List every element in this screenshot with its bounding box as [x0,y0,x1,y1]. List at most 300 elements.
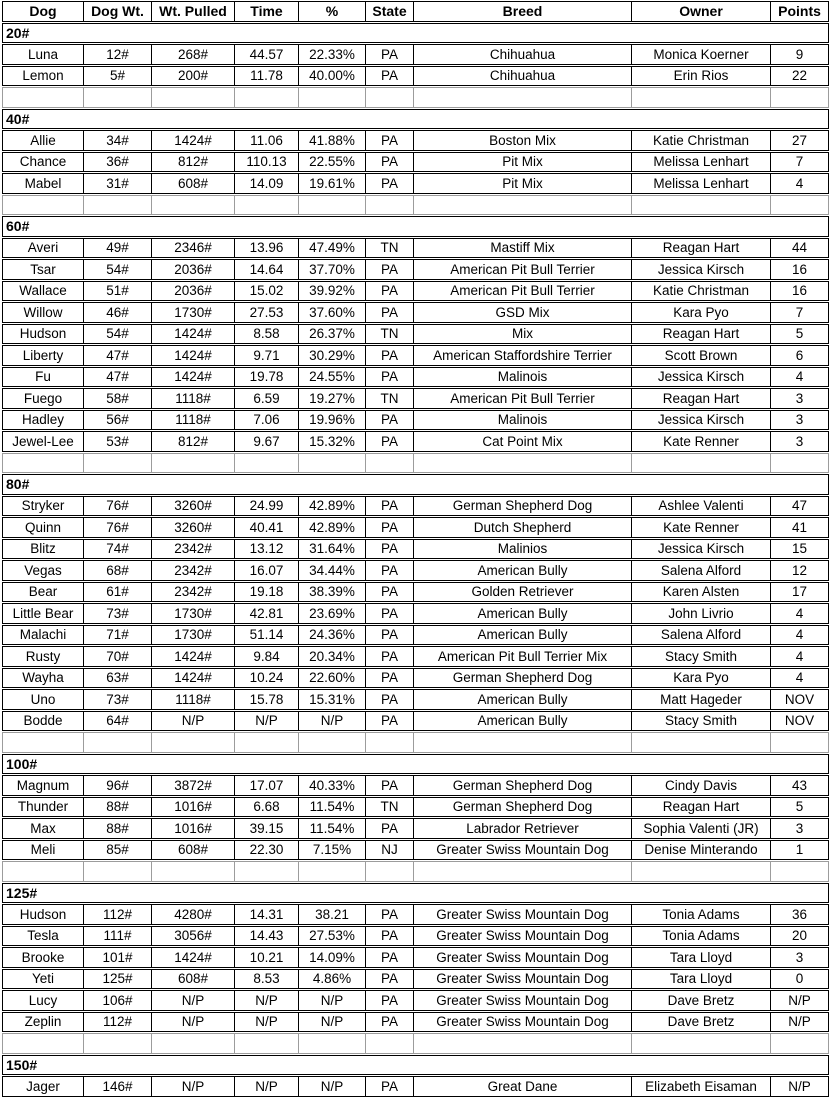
table-row [2,173,829,194]
weight-class-row [2,216,829,237]
cell-breed: American Pit Bull Terrier [413,260,631,279]
cell-wt-pulled: 608# [151,970,234,989]
cell-time: 13.12 [234,540,298,559]
cell-dog: Quinn [24,519,62,535]
cell-dog-wt: 112# [83,905,151,924]
cell-pct: 11.54% [298,819,365,838]
header-cell-owner: Owner [631,2,770,21]
table-row [2,539,829,560]
separator-cell [413,196,631,215]
cell-state: PA [365,647,413,666]
cell-pct: 7.15% [298,841,365,860]
cell-wt-pulled: N/P [151,1013,234,1032]
cell-breed: Pit Mix [413,174,631,193]
cell-dog-wt: 53# [83,432,151,451]
cell-dog-wt: 56# [83,411,151,430]
cell-state: TN [365,325,413,344]
cell-points: 3 [770,432,828,451]
cell-points: 5 [770,798,828,817]
table-row [2,1012,829,1033]
cell-breed: American Bully [413,626,631,645]
cell-dog: Fu [35,369,51,384]
separator-cell [298,733,365,752]
weight-class-row [2,109,829,130]
separator-cell [631,862,770,881]
cell-pct: 38.39% [298,583,365,602]
cell-state: PA [365,346,413,365]
separator-cell [770,1034,828,1053]
cell-time: 110.13 [234,153,298,172]
cell-wt-pulled: 3260# [151,497,234,516]
table-row [2,367,829,388]
cell-breed: GSD Mix [413,303,631,322]
separator-row [2,1033,829,1054]
cell-dog: Fuego [23,390,63,406]
cell-breed: Dutch Shepherd [413,518,631,537]
cell-owner: Kate Renner [631,432,770,451]
cell-breed: Greater Swiss Mountain Dog [413,991,631,1010]
cell-owner: Ashlee Valenti [631,497,770,516]
cell-state: PA [365,690,413,709]
cell-owner: Reagan Hart [631,798,770,817]
cell-wt-pulled: 200# [151,67,234,86]
cell-points: 3 [770,389,828,408]
cell-state: PA [365,1077,413,1096]
cell-state: PA [365,131,413,150]
separator-cell [234,733,298,752]
cell-dog: Max [30,820,56,836]
separator-cell [83,733,151,752]
cell-owner: Salena Alford [631,626,770,645]
table-row [2,840,829,861]
cell-breed: Greater Swiss Mountain Dog [413,970,631,989]
cell-dog-wt: 12# [83,45,151,64]
separator-cell [298,196,365,215]
header-row [2,1,829,22]
cell-dog: Willow [23,304,63,320]
cell-dog-wt: 61# [83,583,151,602]
table-row [2,388,829,409]
cell-dog-wt: 70# [83,647,151,666]
cell-points: 4 [770,626,828,645]
cell-state: PA [365,669,413,688]
cell-time: 10.21 [234,948,298,967]
cell-time: 8.58 [234,325,298,344]
weight-class-label: 60# [6,218,30,235]
cell-owner: Melissa Lenhart [631,174,770,193]
weight-class-row [2,474,829,495]
cell-dog-wt: 101# [83,948,151,967]
cell-wt-pulled: 1424# [151,131,234,150]
cell-dog: Thunder [17,799,69,814]
cell-breed: American Bully [413,712,631,731]
cell-wt-pulled: N/P [151,991,234,1010]
cell-owner: Tara Lloyd [631,948,770,967]
cell-points: N/P [770,1013,828,1032]
cell-owner: Reagan Hart [631,389,770,408]
separator-cell [770,733,828,752]
cell-wt-pulled: 4280# [151,905,234,924]
header-cell-dog-wt: Dog Wt. [83,2,151,21]
cell-points: 3 [770,819,828,838]
cell-owner: Reagan Hart [631,325,770,344]
cell-state: PA [365,432,413,451]
cell-time: 15.78 [234,690,298,709]
weight-class-label: 100# [6,755,38,772]
cell-wt-pulled: 1730# [151,626,234,645]
table-row [2,668,829,689]
cell-time: 44.57 [234,45,298,64]
weight-class-label: 80# [6,476,30,493]
table-row [2,66,829,87]
cell-breed: Golden Retriever [413,583,631,602]
separator-cell [151,862,234,881]
cell-owner: Salena Alford [631,561,770,580]
cell-dog: Bodde [23,713,63,728]
separator-row [2,861,829,882]
cell-points: 1 [770,841,828,860]
separator-cell [413,454,631,473]
cell-breed: Boston Mix [413,131,631,150]
cell-state: PA [365,561,413,580]
cell-pct: 47.49% [298,239,365,258]
cell-points: 4 [770,368,828,387]
cell-owner: Denise Minterando [631,841,770,860]
cell-wt-pulled: N/P [151,712,234,731]
cell-pct: 15.32% [298,432,365,451]
cell-owner: Jessica Kirsch [631,411,770,430]
cell-breed: Greater Swiss Mountain Dog [413,1013,631,1032]
table-row [2,625,829,646]
cell-dog-wt: 146# [83,1077,151,1096]
cell-pct: 41.88% [298,131,365,150]
separator-cell [151,733,234,752]
cell-points: 36 [770,905,828,924]
cell-state: PA [365,282,413,301]
cell-wt-pulled: 1424# [151,948,234,967]
separator-cell [234,196,298,215]
separator-cell [234,454,298,473]
cell-wt-pulled: 268# [151,45,234,64]
cell-wt-pulled: 2342# [151,540,234,559]
cell-dog-wt: 88# [83,819,151,838]
cell-pct: 27.53% [298,927,365,946]
cell-dog: Meli [30,842,56,857]
cell-breed: German Shepherd Dog [413,798,631,817]
cell-state: PA [365,497,413,516]
cell-pct: 19.96% [298,411,365,430]
header-cell-state: State [365,2,413,21]
table-row [2,152,829,173]
separator-cell [83,454,151,473]
separator-cell [3,196,83,215]
cell-time: 13.96 [234,239,298,258]
separator-cell [3,454,83,473]
table-row [2,990,829,1011]
separator-cell [365,454,413,473]
cell-breed: Mix [413,325,631,344]
cell-time: N/P [234,1013,298,1032]
cell-breed: Cat Point Mix [413,432,631,451]
table-row [2,947,829,968]
cell-time: 24.99 [234,497,298,516]
cell-owner: Kara Pyo [631,669,770,688]
cell-breed: Malinios [413,540,631,559]
cell-state: PA [365,819,413,838]
cell-dog: Wayha [22,670,64,685]
cell-state: PA [365,712,413,731]
cell-dog: Jewel-Lee [12,433,74,449]
cell-owner: Katie Christman [631,282,770,301]
table-row [2,926,829,947]
separator-cell [83,196,151,215]
cell-dog-wt: 71# [83,626,151,645]
weight-class-row [2,883,829,904]
cell-points: N/P [770,991,828,1010]
separator-cell [365,733,413,752]
cell-dog-wt: 64# [83,712,151,731]
cell-dog: Rusty [25,648,61,664]
cell-dog: Brooke [21,949,65,965]
cell-breed: Chihuahua [413,67,631,86]
cell-dog-wt: 73# [83,604,151,623]
cell-wt-pulled: 608# [151,841,234,860]
cell-time: 6.59 [234,389,298,408]
cell-breed: Labrador Retriever [413,819,631,838]
cell-pct: 23.69% [298,604,365,623]
cell-breed: German Shepherd Dog [413,497,631,516]
separator-cell [3,88,83,107]
separator-cell [631,733,770,752]
cell-pct: 24.55% [298,368,365,387]
table-row [2,560,829,581]
cell-state: PA [365,604,413,623]
separator-cell [3,862,83,881]
cell-wt-pulled: 1424# [151,669,234,688]
cell-dog-wt: 51# [83,282,151,301]
cell-wt-pulled: N/P [151,1077,234,1096]
cell-breed: Great Dane [413,1077,631,1096]
cell-state: PA [365,776,413,795]
cell-time: 22.30 [234,841,298,860]
cell-dog: Wallace [19,283,67,298]
cell-dog-wt: 5# [83,67,151,86]
cell-dog-wt: 36# [83,153,151,172]
weight-class-label: 125# [6,884,38,901]
separator-cell [151,88,234,107]
table-row [2,44,829,65]
cell-breed: Greater Swiss Mountain Dog [413,927,631,946]
cell-owner: Jessica Kirsch [631,368,770,387]
weight-class-row [2,1055,829,1076]
table-row [2,603,829,624]
cell-owner: Dave Bretz [631,1013,770,1032]
cell-wt-pulled: 1424# [151,647,234,666]
cell-points: 9 [770,45,828,64]
header-cell-time: Time [234,2,298,21]
weight-pull-results-table [2,1,829,1097]
cell-points: 4 [770,647,828,666]
cell-wt-pulled: 812# [151,432,234,451]
separator-cell [770,88,828,107]
cell-points: 3 [770,948,828,967]
cell-pct: 42.89% [298,497,365,516]
cell-pct: 22.33% [298,45,365,64]
cell-points: 16 [770,260,828,279]
cell-wt-pulled: 3872# [151,776,234,795]
cell-owner: Stacy Smith [631,647,770,666]
cell-pct: 11.54% [298,798,365,817]
cell-owner: Reagan Hart [631,239,770,258]
cell-points: 0 [770,970,828,989]
cell-points: 7 [770,153,828,172]
table-row [2,775,829,796]
cell-owner: Katie Christman [631,131,770,150]
cell-points: 16 [770,282,828,301]
cell-dog: Uno [30,691,56,707]
table-row [2,238,829,259]
separator-cell [234,88,298,107]
cell-state: PA [365,67,413,86]
cell-pct: 37.60% [298,303,365,322]
cell-dog-wt: 112# [83,1013,151,1032]
cell-wt-pulled: 2036# [151,260,234,279]
cell-dog-wt: 88# [83,798,151,817]
separator-cell [151,454,234,473]
cell-points: 4 [770,604,828,623]
cell-owner: John Livrio [631,604,770,623]
cell-wt-pulled: 1730# [151,303,234,322]
cell-dog-wt: 125# [83,970,151,989]
cell-points: 7 [770,303,828,322]
weight-class-label: 150# [6,1056,38,1073]
cell-time: 6.68 [234,798,298,817]
cell-time: 7.06 [234,411,298,430]
separator-cell [234,1034,298,1053]
cell-dog: Hudson [19,326,67,341]
cell-time: 19.18 [234,583,298,602]
header-cell-points: Points [770,2,828,21]
weight-class-label: 20# [6,24,30,41]
cell-points: 22 [770,67,828,86]
cell-pct: 39.92% [298,282,365,301]
cell-points: NOV [770,712,828,731]
cell-dog-wt: 54# [83,325,151,344]
cell-time: 9.71 [234,346,298,365]
table-row [2,324,829,345]
cell-points: 5 [770,325,828,344]
cell-points: 20 [770,927,828,946]
cell-breed: American Pit Bull Terrier [413,282,631,301]
cell-owner: Kara Pyo [631,303,770,322]
cell-time: 14.09 [234,174,298,193]
table-row [2,797,829,818]
cell-points: NOV [770,690,828,709]
separator-row [2,87,829,108]
cell-pct: 30.29% [298,346,365,365]
cell-dog-wt: 54# [83,260,151,279]
cell-pct: 22.55% [298,153,365,172]
cell-wt-pulled: 1118# [151,389,234,408]
cell-points: 44 [770,239,828,258]
cell-dog: Zeplin [24,1014,62,1029]
cell-dog-wt: 47# [83,346,151,365]
cell-dog-wt: 73# [83,690,151,709]
separator-cell [83,88,151,107]
cell-points: 47 [770,497,828,516]
cell-points: 43 [770,776,828,795]
cell-wt-pulled: 608# [151,174,234,193]
cell-state: PA [365,626,413,645]
separator-cell [770,196,828,215]
table-row [2,281,829,302]
cell-time: 14.64 [234,260,298,279]
separator-cell [234,862,298,881]
header-cell-breed: Breed [413,2,631,21]
separator-cell [631,454,770,473]
cell-dog: Vegas [24,562,62,578]
separator-row [2,732,829,753]
cell-state: NJ [365,841,413,860]
cell-owner: Karen Alsten [631,583,770,602]
cell-pct: N/P [298,1077,365,1096]
cell-wt-pulled: 1424# [151,325,234,344]
table-row [2,130,829,151]
cell-breed: Greater Swiss Mountain Dog [413,948,631,967]
cell-owner: Elizabeth Eisaman [631,1077,770,1096]
cell-dog-wt: 68# [83,561,151,580]
cell-dog: Bear [28,584,58,599]
cell-wt-pulled: 1424# [151,346,234,365]
cell-dog-wt: 96# [83,776,151,795]
cell-state: TN [365,798,413,817]
separator-cell [413,862,631,881]
cell-state: TN [365,389,413,408]
cell-dog: Liberty [22,347,64,363]
cell-time: 9.84 [234,647,298,666]
cell-pct: 38.21 [298,905,365,924]
cell-owner: Stacy Smith [631,712,770,731]
cell-dog: Luna [27,46,59,62]
cell-dog-wt: 106# [83,991,151,1010]
cell-state: PA [365,1013,413,1032]
cell-time: 16.07 [234,561,298,580]
cell-state: PA [365,540,413,559]
table-row [2,646,829,667]
cell-owner: Kate Renner [631,518,770,537]
cell-wt-pulled: 2036# [151,282,234,301]
cell-state: PA [365,583,413,602]
cell-breed: German Shepherd Dog [413,776,631,795]
cell-owner: Matt Hageder [631,690,770,709]
cell-pct: N/P [298,991,365,1010]
cell-breed: American Staffordshire Terrier [413,346,631,365]
table-row [2,431,829,452]
cell-dog: Lemon [22,68,64,83]
table-row [2,302,829,323]
weight-class-row [2,754,829,775]
cell-pct: 40.33% [298,776,365,795]
cell-dog-wt: 74# [83,540,151,559]
cell-wt-pulled: 1118# [151,690,234,709]
cell-state: PA [365,905,413,924]
separator-cell [298,454,365,473]
cell-time: 27.53 [234,303,298,322]
cell-points: 15 [770,540,828,559]
cell-time: 39.15 [234,819,298,838]
cell-owner: Melissa Lenhart [631,153,770,172]
cell-dog: Magnum [16,777,70,793]
